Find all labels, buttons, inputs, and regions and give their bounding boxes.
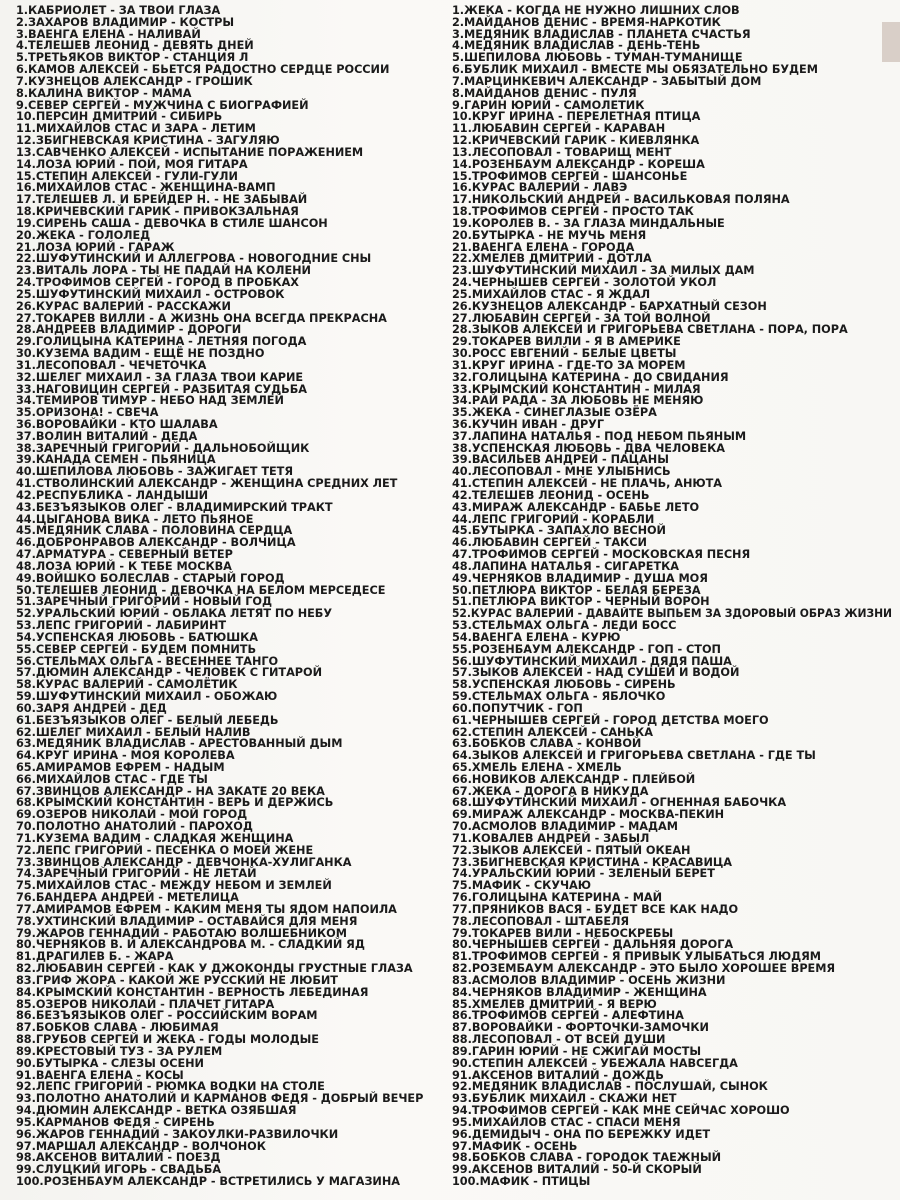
track-list-item: 74.УРАЛЬСКИЙ ЮРИЙ - ЗЕЛЕНЫЙ БЕРЕТ — [452, 867, 715, 881]
track-list-item: 45.МЕДЯНИК СЛАВА - ПОЛОВИНА СЕРДЦА — [16, 524, 293, 538]
track-list-item: 52.УРАЛЬСКИЙ ЮРИЙ - ОБЛАКА ЛЕТЯТ ПО НЕБУ — [16, 607, 332, 621]
track-list-item: 14.ЛОЗА ЮРИЙ - ПОЙ, МОЯ ГИТАРА — [16, 157, 248, 171]
track-list-item: 88.ЛЕСОПОВАЛ - ОТ ВСЕЙ ДУШИ — [452, 1033, 666, 1047]
track-list-item: 62.СТЕПИН АЛЕКСЕЙ - САНЬКА — [452, 725, 653, 739]
track-list-item: 88.ГРУБОВ СЕРГЕЙ И ЖЕКА - ГОДЫ МОЛОДЫЕ — [16, 1033, 319, 1047]
track-list-item: 17.ТЕЛЕШЕВ Л. И БРЕЙДЕР Н. - НЕ ЗАБЫВАЙ — [16, 193, 308, 207]
track-list-item: 7.МАРЦИНКЕВИЧ АЛЕКСАНДР - ЗАБЫТЫЙ ДОМ — [452, 74, 762, 88]
track-list-item: 93.БУБЛИК МИХАИЛ - СКАЖИ НЕТ — [452, 1092, 677, 1106]
track-list-item: 51.ПЕТЛЮРА ВИКТОР - ЧЕРНЫЙ ВОРОН — [452, 595, 710, 609]
track-list-item: 8.МАЙДАНОВ ДЕНИС - ПУЛЯ — [452, 86, 637, 100]
track-list-item: 43.БЕЗЪЯЗЫКОВ ОЛЕГ - ВЛАДИМИРСКИЙ ТРАКТ — [16, 500, 333, 514]
track-list-item: 35.ОРИЗОНА! - СВЕЧА — [16, 406, 159, 420]
track-list-item: 55.РОЗЕНБАУМ АЛЕКСАНДР - ГОП - СТОП — [452, 642, 721, 656]
track-list-item: 40.ШЕПИЛОВА ЛЮБОВЬ - ЗАЖИГАЕТ ТЕТЯ — [16, 465, 293, 479]
track-list-item: 63.МЕДЯНИК ВЛАДИСЛАВ - АРЕСТОВАННЫЙ ДЫМ — [16, 737, 343, 751]
track-list-item: 100.РОЗЕНБАУМ АЛЕКСАНДР - ВСТРЕТИЛИСЬ У МАГАЗИНА — [16, 1174, 400, 1188]
track-list-item: 75.МИХАЙЛОВ СТАС - МЕЖДУ НЕБОМ И ЗЕМЛЕЙ — [16, 879, 332, 893]
track-list-item: 93.ПОЛОТНО АНАТОЛИЙ И КАРМАНОВ ФЕДЯ - ДОБРЫЙ ВЕЧЕР — [16, 1092, 424, 1106]
track-list-item: 23.ШУФУТИНСКИЙ МИХАИЛ - ЗА МИЛЫХ ДАМ — [452, 264, 755, 278]
track-list-item: 14.РОЗЕНБАУМ АЛЕКСАНДР - КОРЕША — [452, 157, 705, 171]
track-list-item: 38.УСПЕНСКАЯ ЛЮБОВЬ - ДВА ЧЕЛОВЕКА — [452, 441, 725, 455]
track-list-item: 75.МАФИК - СКУЧАЮ — [452, 879, 591, 893]
track-list-item: 65.ХМЕЛЬ ЕЛЕНА - ХМЕЛЬ — [452, 761, 622, 774]
track-list-item: 5.ТРЕТЬЯКОВ ВИКТОР - СТАНЦИЯ Л — [16, 51, 249, 65]
track-list-item: 22.ХМЕЛЕВ ДМИТРИЙ - ДОТЛА — [452, 252, 652, 266]
track-list-item: 94.ТРОФИМОВ СЕРГЕЙ - КАК МНЕ СЕЙЧАС ХОРОШО — [452, 1104, 790, 1118]
track-list-item: 1.ЖЕКА - КОГДА НЕ НУЖНО ЛИШНИХ СЛОВ — [452, 4, 740, 17]
track-list-right — [452, 5, 892, 1188]
track-list-item: 46.ЛЮБАВИН СЕРГЕЙ - ТАКСИ — [452, 536, 647, 550]
track-list-item: 58.УСПЕНСКАЯ ЛЮБОВЬ - СИРЕНЬ — [452, 678, 676, 692]
track-list-item: 59.СТЕЛЬМАХ ОЛЬГА - ЯБЛОЧКО — [452, 690, 666, 704]
track-list-item: 24.ЧЕРНЫШЕВ СЕРГЕЙ - ЗОЛОТОЙ УКОЛ — [452, 276, 717, 290]
track-list-item: 73.ЗБИГНЕВСКАЯ КРИСТИНА - КРАСАВИЦА — [452, 855, 732, 869]
track-list-item: 13.ЛЕСОПОВАЛ - ТОВАРИЩ МЕНТ — [452, 145, 672, 159]
track-list-item: 13.САВЧЕНКО АЛЕКСЕЙ - ИСПЫТАНИЕ ПОРАЖЕНИЕМ — [16, 145, 364, 159]
track-list-item: 82.ЛЮБАВИН СЕРГЕЙ - КАК У ДЖОКОНДЫ ГРУСТНЫЕ ГЛАЗА — [16, 962, 413, 976]
track-list-item: 49.ВОЙШКО БОЛЕСЛАВ - СТАРЫЙ ГОРОД — [16, 571, 285, 585]
track-list-item: 89.ГАРИН ЮРИЙ - НЕ СЖИГАЙ МОСТЫ — [452, 1044, 702, 1058]
track-list-item: 83.АСМОЛОВ ВЛАДИМИР - ОСЕНЬ ЖИЗНИ — [452, 973, 726, 987]
track-list-item: 50.ТЕЛЕШЕВ ЛЕОНИД - ДЕВОЧКА НА БЕЛОМ МЕРСЕДЕСЕ — [16, 583, 386, 597]
track-list-item: 95.КАРМАНОВ ФЕДЯ - СИРЕНЬ — [16, 1115, 215, 1129]
track-list-item: 80.ЧЕРНЫШЕВ СЕРГЕЙ - ДАЛЬНЯЯ ДОРОГА — [452, 938, 734, 952]
track-list-item: 28.ЗЫКОВ АЛЕКСЕЙ И ГРИГОРЬЕВА СВЕТЛАНА - ПОРА, ПОРА — [452, 323, 848, 337]
track-list-item: 56.СТЕЛЬМАХ ОЛЬГА - ВЕСЕННЕЕ ТАНГО — [16, 654, 279, 668]
track-list-item: 39.ВАСИЛЬЕВ АНДРЕЙ - ПАЦАНЫ — [452, 453, 669, 467]
track-list-item: 61.БЕЗЪЯЗЫКОВ ОЛЕГ - БЕЛЫЙ ЛЕБЕДЬ — [16, 713, 279, 727]
track-list-item: 36.КУЧИН ИВАН - ДРУГ — [452, 417, 604, 431]
track-list-item: 67.ЗВИНЦОВ АЛЕКСАНДР - НА ЗАКАТЕ 20 ВЕКА — [16, 784, 325, 798]
track-list-item: 97.МАФИК - ОСЕНЬ — [452, 1139, 578, 1153]
track-list-item: 9.ГАРИН ЮРИЙ - САМОЛЕТИК — [452, 98, 645, 112]
track-list-item: 20.ЖЕКА - ГОЛОЛЕД — [16, 228, 151, 242]
track-list-item: 69.ОЗЕРОВ НИКОЛАЙ - МОЙ ГОРОД — [16, 808, 248, 822]
track-list-item: 10.КРУГ ИРИНА - ПЕРЕЛЕТНАЯ ПТИЦА — [452, 110, 701, 124]
track-list-item: 49.ЧЕРНЯКОВ ВЛАДИМИР - ДУША МОЯ — [452, 571, 708, 585]
track-list-item: 32.ШЕЛЕГ МИХАИЛ - ЗА ГЛАЗА ТВОИ КАРИЕ — [16, 370, 304, 384]
track-list-item: 15.ТРОФИМОВ СЕРГЕЙ - ШАНСОНЬЕ — [452, 169, 688, 183]
track-list-item: 5.ШЕПИЛОВА ЛЮБОВЬ - ТУМАН-ТУМАНИЩЕ — [452, 51, 743, 65]
track-list-item: 15.СТЕПИН АЛЕКСЕЙ - ГУЛИ-ГУЛИ — [16, 169, 238, 183]
track-list-item: 91.АКСЕНОВ ВИТАЛИЙ - ДОЖДЬ — [452, 1068, 664, 1082]
track-list-item: 97.МАРШАЛ АЛЕКСАНДР - ВОЛЧОНОК — [16, 1139, 266, 1153]
track-list-item: 40.ЛЕСОПОВАЛ - МНЕ УЛЫБНИСЬ — [452, 465, 671, 479]
track-list-item: 65.АМИРАМОВ ЕФРЕМ - НАДЫМ — [16, 761, 225, 774]
track-list-item: 64.КРУГ ИРИНА - МОЯ КОРОЛЕВА — [16, 749, 235, 763]
track-list-item: 87.БОБКОВ СЛАВА - ЛЮБИМАЯ — [16, 1021, 219, 1035]
track-list-item: 19.СИРЕНЬ САША - ДЕВОЧКА В СТИЛЕ ШАНСОН — [16, 216, 328, 230]
track-list-item: 25.ШУФУТИНСКИЙ МИХАИЛ - ОСТРОВОК — [16, 287, 285, 301]
track-list-item: 58.КУРАС ВАЛЕРИЙ - САМОЛЁТИК — [16, 678, 238, 692]
track-list-item: 17.НИКОЛЬСКИЙ АНДРЕЙ - ВАСИЛЬКОВАЯ ПОЛЯНА — [452, 193, 790, 207]
track-list-item: 32.ГОЛИЦЫНА КАТЕРИНА - ДО СВИДАНИЯ — [452, 370, 729, 384]
track-list-item: 38.ЗАРЕЧНЫЙ ГРИГОРИЙ - ДАЛЬНОБОЙЩИК — [16, 441, 310, 455]
track-list-item: 67.ЖЕКА - ДОРОГА В НИКУДА — [452, 784, 649, 798]
track-list-item: 29.ТОКАРЕВ ВИЛЛИ - Я В АМЕРИКЕ — [452, 335, 681, 349]
track-list-item: 3.МЕДЯНИК ВЛАДИСЛАВ - ПЛАНЕТА СЧАСТЬЯ — [452, 27, 751, 41]
track-list-item: 96.ДЕМИДЫЧ - ОНА ПО БЕРЕЖКУ ИДЕТ — [452, 1127, 711, 1141]
track-list-item: 79.ЖАРОВ ГЕННАДИЙ - РАБОТАЮ ВОЛШЕБНИКОМ — [16, 926, 347, 940]
track-list-item: 44.ЛЕПС ГРИГОРИЙ - КОРАБЛИ — [452, 512, 655, 526]
track-list-item: 72.ЛЕПС ГРИГОРИЙ - ПЕСЕНКА О МОЕЙ ЖЕНЕ — [16, 843, 314, 857]
track-list-item: 62.ШЕЛЕГ МИХАИЛ - БЕЛЫЙ НАЛИВ — [16, 725, 251, 739]
track-list-item: 2.ЗАХАРОВ ВЛАДИМИР - КОСТРЫ — [16, 15, 235, 29]
track-list-item: 71.КУЗЕМА ВАДИМ - СЛАДКАЯ ЖЕНЩИНА — [16, 831, 294, 845]
track-list-item: 90.СТЕПИН АЛЕКСЕЙ - УБЕЖАЛА НАВСЕГДА — [452, 1056, 738, 1070]
track-list-item: 16.МИХАЙЛОВ СТАС - ЖЕНЩИНА-ВАМП — [16, 181, 276, 195]
track-list-item: 60.ЗАРЯ АНДРЕЙ - ДЕД — [16, 701, 167, 715]
track-list-item: 53.СТЕЛЬМАХ ОЛЬГА - ЛЕДИ БОСС — [452, 619, 677, 633]
track-list-item: 90.БУТЫРКА - СЛЕЗЫ ОСЕНИ — [16, 1056, 204, 1070]
track-list-item: 19.КОРОЛЕВ В. - ЗА ГЛАЗА МИНДАЛЬНЫЕ — [452, 216, 725, 230]
track-list-item: 8.КАЛИНА ВИКТОР - МАМА — [16, 86, 192, 100]
track-list-item: 20.БУТЫРКА - НЕ МУЧЬ МЕНЯ — [452, 228, 647, 242]
track-list-item: 46.ДОБРОНРАВОВ АЛЕКСАНДР - ВОЛЧИЦА — [16, 536, 296, 550]
track-list-item: 12.ЗБИГНЕВСКАЯ КРИСТИНА - ЗАГУЛЯЮ — [16, 134, 280, 148]
track-list-item: 76.БАНДЕРА АНДРЕЙ - МЕТЕЛИЦА — [16, 891, 239, 905]
track-list-item: 89.КРЕСТОВЫЙ ТУЗ - ЗА РУЛЕМ — [16, 1044, 223, 1058]
track-list-item: 18.КРИЧЕВСКИЙ ГАРИК - ПРИВОКЗАЛЬНАЯ — [16, 205, 299, 219]
track-list-item: 31.КРУГ ИРИНА - ГДЕ-ТО ЗА МОРЕМ — [452, 358, 686, 372]
track-list-item: 52.КУРАС ВАЛЕРИЙ - ДАВАЙТЕ ВЫПЬЕМ ЗА ЗДОРОВЫЙ ОБРАЗ ЖИЗНИ — [452, 607, 893, 621]
track-list-item: 33.НАГОВИЦИН СЕРГЕЙ - РАЗБИТАЯ СУДЬБА — [16, 382, 307, 396]
track-list-item: 92.ЛЕПС ГРИГОРИЙ - РЮМКА ВОДКИ НА СТОЛЕ — [16, 1080, 325, 1094]
track-list-item: 82.РОЗЕМБАУМ АЛЕКСАНДР - ЭТО БЫЛО ХОРОШЕЕ ВРЕМЯ — [452, 962, 836, 976]
track-list-item: 11.ЛЮБАВИН СЕРГЕЙ - КАРАВАН — [452, 122, 666, 136]
track-list-item: 95.МИХАЙЛОВ СТАС - СПАСИ МЕНЯ — [452, 1115, 681, 1129]
track-list-item: 87.ВОРОВАЙКИ - ФОРТОЧКИ-ЗАМОЧКИ — [452, 1021, 709, 1035]
track-list-item: 6.КАМОВ АЛЕКСЕЙ - БЬЕТСЯ РАДОСТНО СЕРДЦЕ РОССИИ — [16, 63, 390, 77]
track-list-item: 10.ПЕРСИН ДМИТРИЙ - СИБИРЬ — [16, 110, 223, 124]
track-list-item: 98.АКСЕНОВ ВИТАЛИЙ - ПОЕЗД — [16, 1151, 221, 1165]
track-list-item: 33.КРЫМСКИЙ КОНСТАНТИН - МИЛАЯ — [452, 382, 701, 396]
track-list-item: 81.ДРАГИЛЕВ Б. - ЖАРА — [16, 950, 174, 964]
track-list-item: 26.КУРАС ВАЛЕРИЙ - РАССКАЖИ — [16, 299, 231, 313]
track-list-item: 98.БОБКОВ СЛАВА - ГОРОДОК ТАЕЖНЫЙ — [452, 1151, 722, 1165]
track-list-item: 24.ТРОФИМОВ СЕРГЕЙ - ГОРОД В ПРОБКАХ — [16, 276, 299, 290]
track-list-item: 30.КУЗЕМА ВАДИМ - ЕЩЁ НЕ ПОЗДНО — [16, 347, 265, 361]
track-list-item: 84.КРЫМСКИЙ КОНСТАНТИН - ВЕРНОСТЬ ЛЕБЕДИНАЯ — [16, 985, 369, 999]
track-list-item: 77.ПРЯНИКОВ ВАСЯ - БУДЕТ ВСЕ КАК НАДО — [452, 902, 739, 916]
track-list-item: 70.ПОЛОТНО АНАТОЛИЙ - ПАРОХОД — [16, 820, 253, 834]
track-list-item: 31.ЛЕСОПОВАЛ - ЧЕЧЕТОЧКА — [16, 358, 207, 372]
track-list-item: 94.ДЮМИН АЛЕКСАНДР - ВЕТКА ОЗЯБШАЯ — [16, 1104, 297, 1118]
track-list-item: 85.ОЗЕРОВ НИКОЛАЙ - ПЛАЧЕТ ГИТАРА — [16, 997, 275, 1011]
track-list-item: 4.ТЕЛЕШЕВ ЛЕОНИД - ДЕВЯТЬ ДНЕЙ — [16, 39, 254, 53]
track-list-item: 57.ДЮМИН АЛЕКСАНДР - ЧЕЛОВЕК С ГИТАРОЙ — [16, 666, 322, 680]
track-list-item: 70.АСМОЛОВ ВЛАДИМИР - МАДАМ — [452, 820, 678, 834]
track-list-item: 26.КУЗНЕЦОВ АЛЕКСАНДР - БАРХАТНЫЙ СЕЗОН — [452, 299, 767, 313]
track-list-item: 85.ХМЕЛЕВ ДМИТРИЙ - Я ВЕРЮ — [452, 997, 657, 1011]
track-list-item: 73.ЗВИНЦОВ АЛЕКСАНДР - ДЕВЧОНКА-ХУЛИГАНКА — [16, 855, 352, 869]
track-list-item: 6.БУБЛИК МИХАИЛ - ВМЕСТЕ МЫ ОБЯЗАТЕЛЬНО БУДЕМ — [452, 63, 818, 77]
track-list-item: 78.УХТИНСКИЙ ВЛАДИМИР - ОСТАВАЙСЯ ДЛЯ МЕНЯ — [16, 914, 358, 928]
track-list-item: 48.ЛОЗА ЮРИЙ - К ТЕБЕ МОСКВА — [16, 559, 232, 573]
track-list-item: 3.ВАЕНГА ЕЛЕНА - НАЛИВАЙ — [16, 27, 201, 41]
track-list-item: 47.ТРОФИМОВ СЕРГЕЙ - МОСКОВСКАЯ ПЕСНЯ — [452, 548, 751, 562]
track-list-item: 71.КОВАЛЕВ АНДРЕЙ - ЗАБЫЛ — [452, 831, 650, 845]
track-list-item: 34.ТЕМИРОВ ТИМУР - НЕБО НАД ЗЕМЛЕЙ — [16, 394, 284, 408]
track-list-item: 21.ЛОЗА ЮРИЙ - ГАРАЖ — [16, 240, 175, 254]
track-list-item: 12.КРИЧЕВСКИЙ ГАРИК - КИЕВЛЯНКА — [452, 134, 700, 148]
track-list-item: 9.СЕВЕР СЕРГЕЙ - МУЖЧИНА С БИОГРАФИЕЙ — [16, 98, 309, 112]
track-list-item: 69.МИРАЖ АЛЕКСАНДР - МОСКВА-ПЕКИН — [452, 808, 725, 822]
track-list-item: 55.СЕВЕР СЕРГЕЙ - БУДЕМ ПОМНИТЬ — [16, 642, 257, 656]
track-list-item: 1.КАБРИОЛЕТ - ЗА ТВОИ ГЛАЗА — [16, 4, 221, 17]
track-list-item: 72.ЗЫКОВ АЛЕКСЕЙ - ПЯТЫЙ ОКЕАН — [452, 843, 691, 857]
track-list-item: 37.ВОЛИН ВИТАЛИЙ - ДЕДА — [16, 429, 198, 443]
track-list-item: 79.ТОКАРЕВ ВИЛИ - НЕБОСКРЕБЫ — [452, 926, 674, 940]
track-list-item: 41.СТЕПИН АЛЕКСЕЙ - НЕ ПЛАЧЬ, АНЮТА — [452, 477, 722, 491]
track-list-item: 2.МАЙДАНОВ ДЕНИС - ВРЕМЯ-НАРКОТИК — [452, 15, 721, 29]
track-list-item: 43.МИРАЖ АЛЕКСАНДР - БАБЬЕ ЛЕТО — [452, 500, 700, 514]
track-list-item: 39.КАНАДА СЕМЕН - ПЬЯНИЦА — [16, 453, 216, 467]
track-list-item: 30.РОСС ЕВГЕНИЙ - БЕЛЫЕ ЦВЕТЫ — [452, 347, 677, 361]
track-list-item: 80.ЧЕРНЯКОВ В. И АЛЕКСАНДРОВА М. - СЛАДКИЙ ЯД — [16, 938, 365, 952]
track-list-item: 42.ТЕЛЕШЕВ ЛЕОНИД - ОСЕНЬ — [452, 488, 650, 502]
track-list-item: 25.МИХАЙЛОВ СТАС - Я ЖДАЛ — [452, 287, 651, 301]
track-list-item: 48.ЛАПИНА НАТАЛЬЯ - СИГАРЕТКА — [452, 559, 679, 573]
track-list-item: 47.АРМАТУРА - СЕВЕРНЫЙ ВЕТЕР — [16, 548, 233, 562]
track-list-item: 99.АКСЕНОВ ВИТАЛИЙ - 50-Й СКОРЫЙ — [452, 1163, 702, 1177]
track-list-item: 91.ВАЕНГА ЕЛЕНА - КОСЫ — [16, 1068, 184, 1082]
track-list-item: 54.ВАЕНГА ЕЛЕНА - КУРЮ — [452, 630, 621, 644]
track-list-item: 7.КУЗНЕЦОВ АЛЕКСАНДР - ГРОШИК — [16, 74, 253, 88]
track-list-item: 18.ТРОФИМОВ СЕРГЕЙ - ПРОСТО ТАК — [452, 205, 694, 219]
track-list-item: 86.ТРОФИМОВ СЕРГЕЙ - АЛЕФТИНА — [452, 1009, 684, 1023]
track-list-item: 86.БЕЗЪЯЗЫКОВ ОЛЕГ - РОССИЙСКИМ ВОРАМ — [16, 1009, 318, 1023]
track-list-item: 36.ВОРОВАЙКИ - КТО ШАЛАВА — [16, 417, 218, 431]
track-list-item: 66.НОВИКОВ АЛЕКСАНДР - ПЛЕЙБОЙ — [452, 772, 696, 786]
track-list-item: 99.СЛУЦКИЙ ИГОРЬ - СВАДЬБА — [16, 1163, 222, 1177]
track-list-item: 50.ПЕТЛЮРА ВИКТОР - БЕЛАЯ БЕРЕЗА — [452, 583, 701, 597]
track-list-item: 54.УСПЕНСКАЯ ЛЮБОВЬ - БАТЮШКА — [16, 630, 258, 644]
track-list-item: 56.ШУФУТИНСКИЙ МИХАИЛ - ДЯДЯ ПАША — [452, 654, 732, 668]
track-list-item: 23.ВИТАЛЬ ЛОРА - ТЫ НЕ ПАДАЙ НА КОЛЕНИ — [16, 264, 311, 278]
track-list-item: 22.ШУФУТИНСКИЙ И АЛЛЕГРОВА - НОВОГОДНИЕ СНЫ — [16, 252, 372, 266]
track-list-item: 11.МИХАЙЛОВ СТАС И ЗАРА - ЛЕТИМ — [16, 122, 256, 136]
track-list-item: 4.МЕДЯНИК ВЛАДИСЛАВ - ДЕНЬ-ТЕНЬ — [452, 39, 701, 53]
track-list-item: 68.КРЫМСКИЙ КОНСТАНТИН - ВЕРЬ И ДЕРЖИСЬ — [16, 796, 334, 810]
track-list-item: 27.ТОКАРЕВ ВИЛЛИ - А ЖИЗНЬ ОНА ВСЕГДА ПРЕКРАСНА — [16, 311, 387, 325]
track-list-item: 63.БОБКОВ СЛАВА - КОНВОЙ — [452, 737, 642, 751]
track-list-item: 29.ГОЛИЦЫНА КАТЕРИНА - ЛЕТНЯЯ ПОГОДА — [16, 335, 307, 349]
track-list-item: 57.ЗЫКОВ АЛЕКСЕЙ - НАД СУШЕЙ И ВОДОЙ — [452, 666, 740, 680]
track-list-item: 60.ПОПУТЧИК - ГОП — [452, 701, 583, 715]
track-list-item: 68.ШУФУТИНСКИЙ МИХАИЛ - ОГНЕННАЯ БАБОЧКА — [452, 796, 787, 810]
track-list-item: 77.АМИРАМОВ ЕФРЕМ - КАКИМ МЕНЯ ТЫ ЯДОМ НАПОИЛА — [16, 902, 397, 916]
track-list-item: 76.ГОЛИЦЫНА КАТЕРИНА - МАЙ — [452, 891, 662, 905]
track-list-item: 28.АНДРЕЕВ ВЛАДИМИР - ДОРОГИ — [16, 323, 242, 337]
track-list-item: 64.ЗЫКОВ АЛЕКСЕЙ И ГРИГОРЬЕВА СВЕТЛАНА - ГДЕ ТЫ — [452, 749, 816, 763]
track-list-item: 66.МИХАЙЛОВ СТАС - ГДЕ ТЫ — [16, 772, 208, 786]
track-list-item: 61.ЧЕРНЫШЕВ СЕРГЕЙ - ГОРОД ДЕТСТВА МОЕГО — [452, 713, 769, 727]
track-list-item: 51.ЗАРЕЧНЫЙ ГРИГОРИЙ - НОВЫЙ ГОД — [16, 595, 272, 609]
track-list-item: 84.ЧЕРНЯКОВ ВЛАДИМИР - ЖЕНЩИНА — [452, 985, 707, 999]
track-list-item: 35.ЖЕКА - СИНЕГЛАЗЫЕ ОЗЁРА — [452, 406, 657, 420]
track-list-item: 92.МЕДЯНИК ВЛАДИСЛАВ - ПОСЛУШАЙ, СЫНОК — [452, 1080, 768, 1094]
track-list-item: 81.ТРОФИМОВ СЕРГЕЙ - Я ПРИВЫК УЛЫБАТЬСЯ ЛЮДЯМ — [452, 950, 821, 964]
track-list-item: 83.ГРИФ ЖОРА - КАКОЙ ЖЕ РУССКИЙ НЕ ЛЮБИТ — [16, 973, 338, 987]
track-list-item: 96.ЖАРОВ ГЕННАДИЙ - ЗАКОУЛКИ-РАЗВИЛОЧКИ — [16, 1127, 339, 1141]
track-list-item: 16.КУРАС ВАЛЕРИЙ - ЛАВЭ — [452, 181, 628, 195]
track-list-item: 34.РАЙ РАДА - ЗА ЛЮБОВЬ НЕ МЕНЯЮ — [452, 394, 704, 408]
track-list-item: 45.БУТЫРКА - ЗАПАХЛО ВЕСНОЙ — [452, 524, 666, 538]
track-list-item: 27.ЛЮБАВИН СЕРГЕЙ - ЗА ТОЙ ВОЛНОЙ — [452, 311, 711, 325]
track-list-item: 44.ЦЫГАНОВА ВИКА - ЛЕТО ПЬЯНОЕ — [16, 512, 254, 526]
track-list-item: 42.РЕСПУБЛИКА - ЛАНДЫШИ — [16, 488, 209, 502]
track-list-item: 74.ЗАРЕЧНЫЙ ГРИГОРИЙ - НЕ ЛЕТАЙ — [16, 867, 257, 881]
track-list-item: 37.ЛАПИНА НАТАЛЬЯ - ПОД НЕБОМ ПЬЯНЫМ — [452, 429, 747, 443]
track-list-item: 100.МАФИК - ПТИЦЫ — [452, 1174, 591, 1188]
track-list-item: 41.СТВОЛИНСКИЙ АЛЕКСАНДР - ЖЕНЩИНА СРЕДНИХ ЛЕТ — [16, 477, 398, 491]
track-list-item: 78.ЛЕСОПОВАЛ - ШТАБЕЛЯ — [452, 914, 630, 928]
track-list-left — [16, 5, 444, 1188]
track-list-item: 21.ВАЕНГА ЕЛЕНА - ГОРОДА — [452, 240, 635, 254]
track-list-item: 59.ШУФУТИНСКИЙ МИХАИЛ - ОБОЖАЮ — [16, 690, 278, 704]
track-list-item: 53.ЛЕПС ГРИГОРИЙ - ЛАБИРИНТ — [16, 619, 227, 633]
